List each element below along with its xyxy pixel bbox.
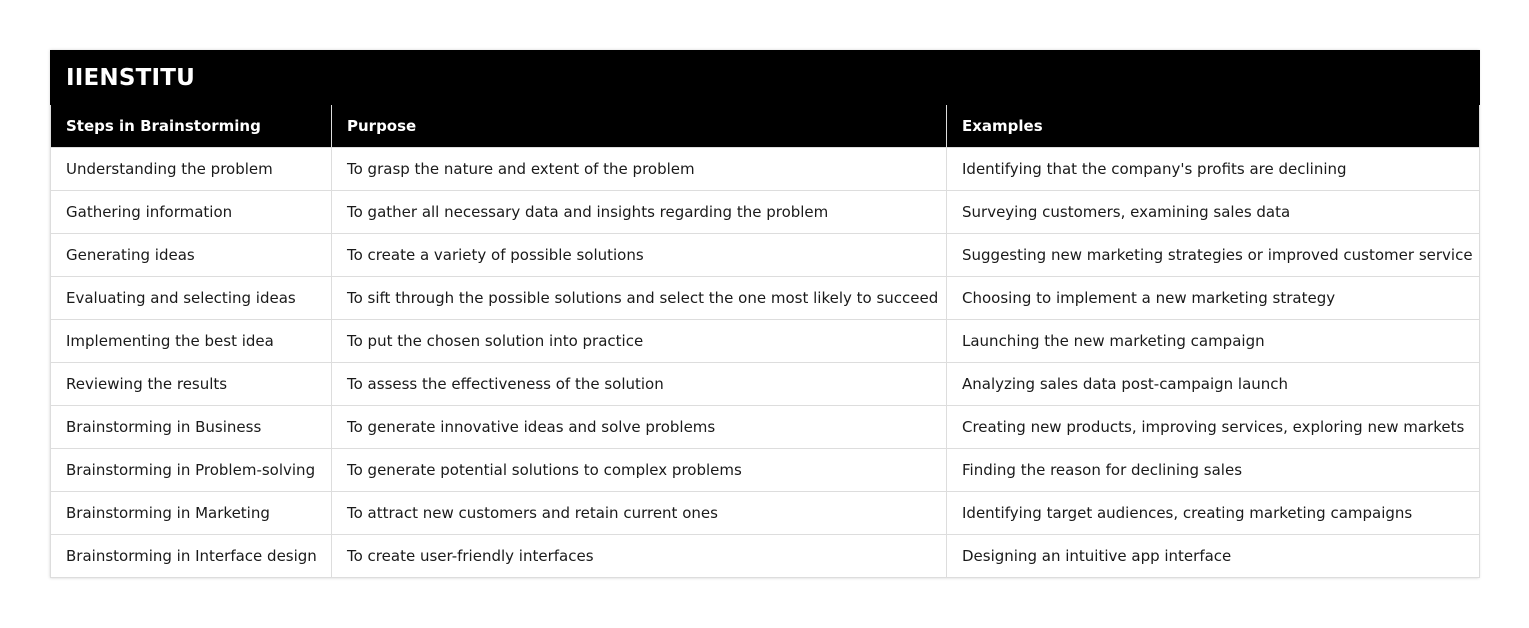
brainstorming-table [50,50,1480,578]
table-row [51,191,1480,234]
cell-step: Generating ideas [51,234,332,277]
cell-purpose: To assess the effectiveness of the solution [332,363,947,406]
table-row [51,277,1480,320]
table-header-row [51,105,1480,148]
cell-purpose: To generate innovative ideas and solve problems [332,406,947,449]
table-row [51,406,1480,449]
cell-step: Understanding the problem [51,148,332,191]
cell-example: Choosing to implement a new marketing strategy [947,277,1480,320]
cell-purpose: To attract new customers and retain current ones [332,492,947,535]
cell-purpose: To put the chosen solution into practice [332,320,947,363]
cell-step: Brainstorming in Problem-solving [51,449,332,492]
cell-purpose: To create a variety of possible solutions [332,234,947,277]
column-header-purpose: Purpose [332,105,947,148]
table-row [51,363,1480,406]
cell-example: Surveying customers, examining sales data [947,191,1480,234]
cell-example: Launching the new marketing campaign [947,320,1480,363]
cell-example: Analyzing sales data post-campaign launch [947,363,1480,406]
table-row [51,492,1480,535]
table-row [51,148,1480,191]
table-title-row [51,51,1480,105]
cell-example: Suggesting new marketing strategies or improved customer service [947,234,1480,277]
table-title: IIENSTITU [51,51,1480,105]
cell-step: Reviewing the results [51,363,332,406]
cell-purpose: To grasp the nature and extent of the problem [332,148,947,191]
cell-purpose: To create user-friendly interfaces [332,535,947,578]
cell-step: Brainstorming in Marketing [51,492,332,535]
cell-example: Designing an intuitive app interface [947,535,1480,578]
table-row [51,320,1480,363]
cell-purpose: To generate potential solutions to complex problems [332,449,947,492]
cell-step: Evaluating and selecting ideas [51,277,332,320]
column-header-steps: Steps in Brainstorming [51,105,332,148]
cell-example: Creating new products, improving services, exploring new markets [947,406,1480,449]
cell-purpose: To sift through the possible solutions and select the one most likely to succeed [332,277,947,320]
table-row [51,535,1480,578]
column-header-examples: Examples [947,105,1480,148]
cell-step: Brainstorming in Interface design [51,535,332,578]
cell-example: Identifying target audiences, creating marketing campaigns [947,492,1480,535]
cell-example: Identifying that the company's profits are declining [947,148,1480,191]
cell-example: Finding the reason for declining sales [947,449,1480,492]
table-row [51,449,1480,492]
cell-step: Gathering information [51,191,332,234]
cell-purpose: To gather all necessary data and insights regarding the problem [332,191,947,234]
brainstorming-table-container [50,50,1479,578]
table-row [51,234,1480,277]
cell-step: Implementing the best idea [51,320,332,363]
cell-step: Brainstorming in Business [51,406,332,449]
